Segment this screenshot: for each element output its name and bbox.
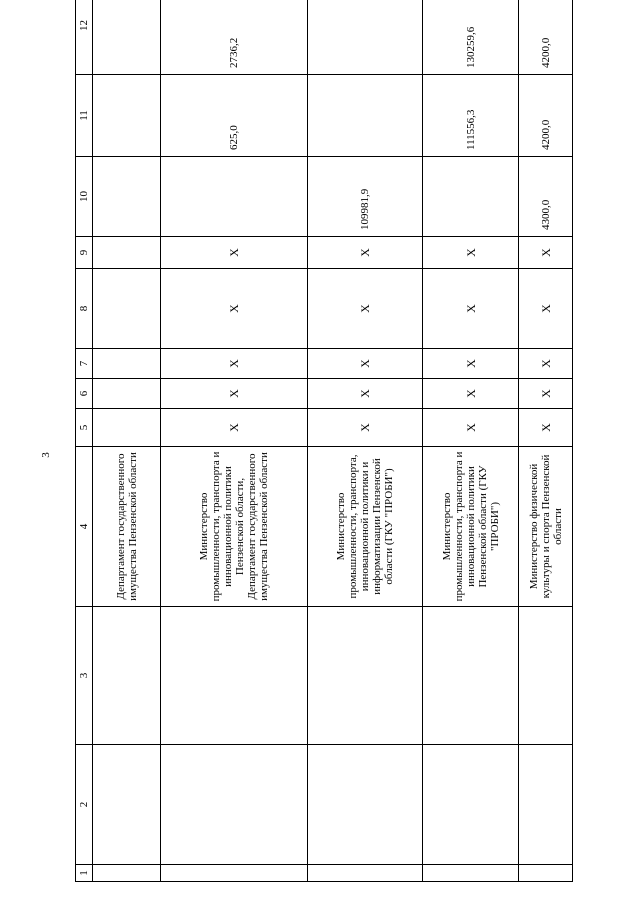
table-cell: X — [308, 379, 423, 409]
table-cell — [161, 865, 308, 882]
table-cell — [93, 0, 161, 75]
table-cell: X — [519, 409, 573, 447]
table-cell-executor: Министерство промышленности, транспорта, инновационной политики и информатизации Пензенской области (ГКУ "ПРОБИ") — [308, 447, 423, 607]
table-cell — [423, 157, 519, 237]
column-header-4: 4 — [76, 447, 93, 607]
table-cell-executor: Департамент государственного имущества Пензенской области — [93, 447, 161, 607]
table-cell: 111556,3 — [423, 75, 519, 157]
table-cell: 130259,6 — [423, 0, 519, 75]
column-header-9: 9 — [76, 237, 93, 269]
column-header-1: 1 — [76, 865, 93, 882]
table-cell — [308, 865, 423, 882]
column-header-11: 11 — [76, 75, 93, 157]
table-cell — [93, 157, 161, 237]
column-header-8: 8 — [76, 269, 93, 349]
table-cell: X — [308, 409, 423, 447]
table-cell: X — [161, 409, 308, 447]
table-cell — [423, 607, 519, 745]
table-cell — [519, 745, 573, 865]
table-row — [308, 0, 423, 882]
column-header-5: 5 — [76, 409, 93, 447]
table-cell — [93, 379, 161, 409]
table-cell — [519, 865, 573, 882]
data-table — [75, 0, 573, 882]
table-cell — [93, 269, 161, 349]
table-cell: X — [161, 379, 308, 409]
table-cell — [308, 75, 423, 157]
table-cell: X — [423, 269, 519, 349]
table-cell: 625,0 — [161, 75, 308, 157]
column-header-3: 3 — [76, 607, 93, 745]
table-row — [93, 0, 161, 882]
table-cell: X — [519, 349, 573, 379]
table-row — [519, 0, 573, 882]
table-row — [423, 0, 519, 882]
table-cell: X — [161, 349, 308, 379]
table-cell: X — [423, 237, 519, 269]
table-cell — [93, 865, 161, 882]
column-header-2: 2 — [76, 745, 93, 865]
table-cell — [93, 75, 161, 157]
column-header-7: 7 — [76, 349, 93, 379]
table-cell: 4300,0 — [519, 157, 573, 237]
table-cell: 109981,9 — [308, 157, 423, 237]
table-cell: X — [519, 379, 573, 409]
table-cell-executor: Министерство промышленности, транспорта и инновационной политики Пензенской области (ГКУ "ПРОБИ") — [423, 447, 519, 607]
rotated-table-wrapper — [75, 0, 573, 882]
table-row — [161, 0, 308, 882]
table-cell — [423, 865, 519, 882]
table-cell: X — [423, 409, 519, 447]
table-cell — [519, 607, 573, 745]
table-cell: X — [308, 269, 423, 349]
column-header-6: 6 — [76, 379, 93, 409]
table-cell: X — [308, 237, 423, 269]
table-cell — [93, 409, 161, 447]
table-cell — [161, 157, 308, 237]
table-cell — [93, 349, 161, 379]
page-number: 3 — [40, 452, 52, 458]
table-cell — [93, 237, 161, 269]
table-cell — [308, 607, 423, 745]
table-cell-executor: Министерство промышленности, транспорта и инновационной политики Пензенской области, Департамент государственного имущества Пензенской области — [161, 447, 308, 607]
table-cell — [161, 607, 308, 745]
table-cell: X — [423, 379, 519, 409]
table-cell: 4200,0 — [519, 75, 573, 157]
table-cell: X — [423, 349, 519, 379]
table-cell: X — [161, 269, 308, 349]
table-cell — [308, 745, 423, 865]
column-header-12: 12 — [76, 0, 93, 75]
table-cell-executor: Министерство физической культуры и спорта Пензенской области — [519, 447, 573, 607]
table-cell: 2736,2 — [161, 0, 308, 75]
column-header-10: 10 — [76, 157, 93, 237]
table-cell: X — [519, 269, 573, 349]
table-cell — [423, 745, 519, 865]
table-cell: 4200,0 — [519, 0, 573, 75]
table-cell — [93, 607, 161, 745]
table-cell: X — [519, 237, 573, 269]
table-cell — [308, 0, 423, 75]
table-cell: X — [308, 349, 423, 379]
table-cell — [93, 745, 161, 865]
table-cell — [161, 745, 308, 865]
table-cell: X — [161, 237, 308, 269]
header-row — [76, 0, 93, 882]
